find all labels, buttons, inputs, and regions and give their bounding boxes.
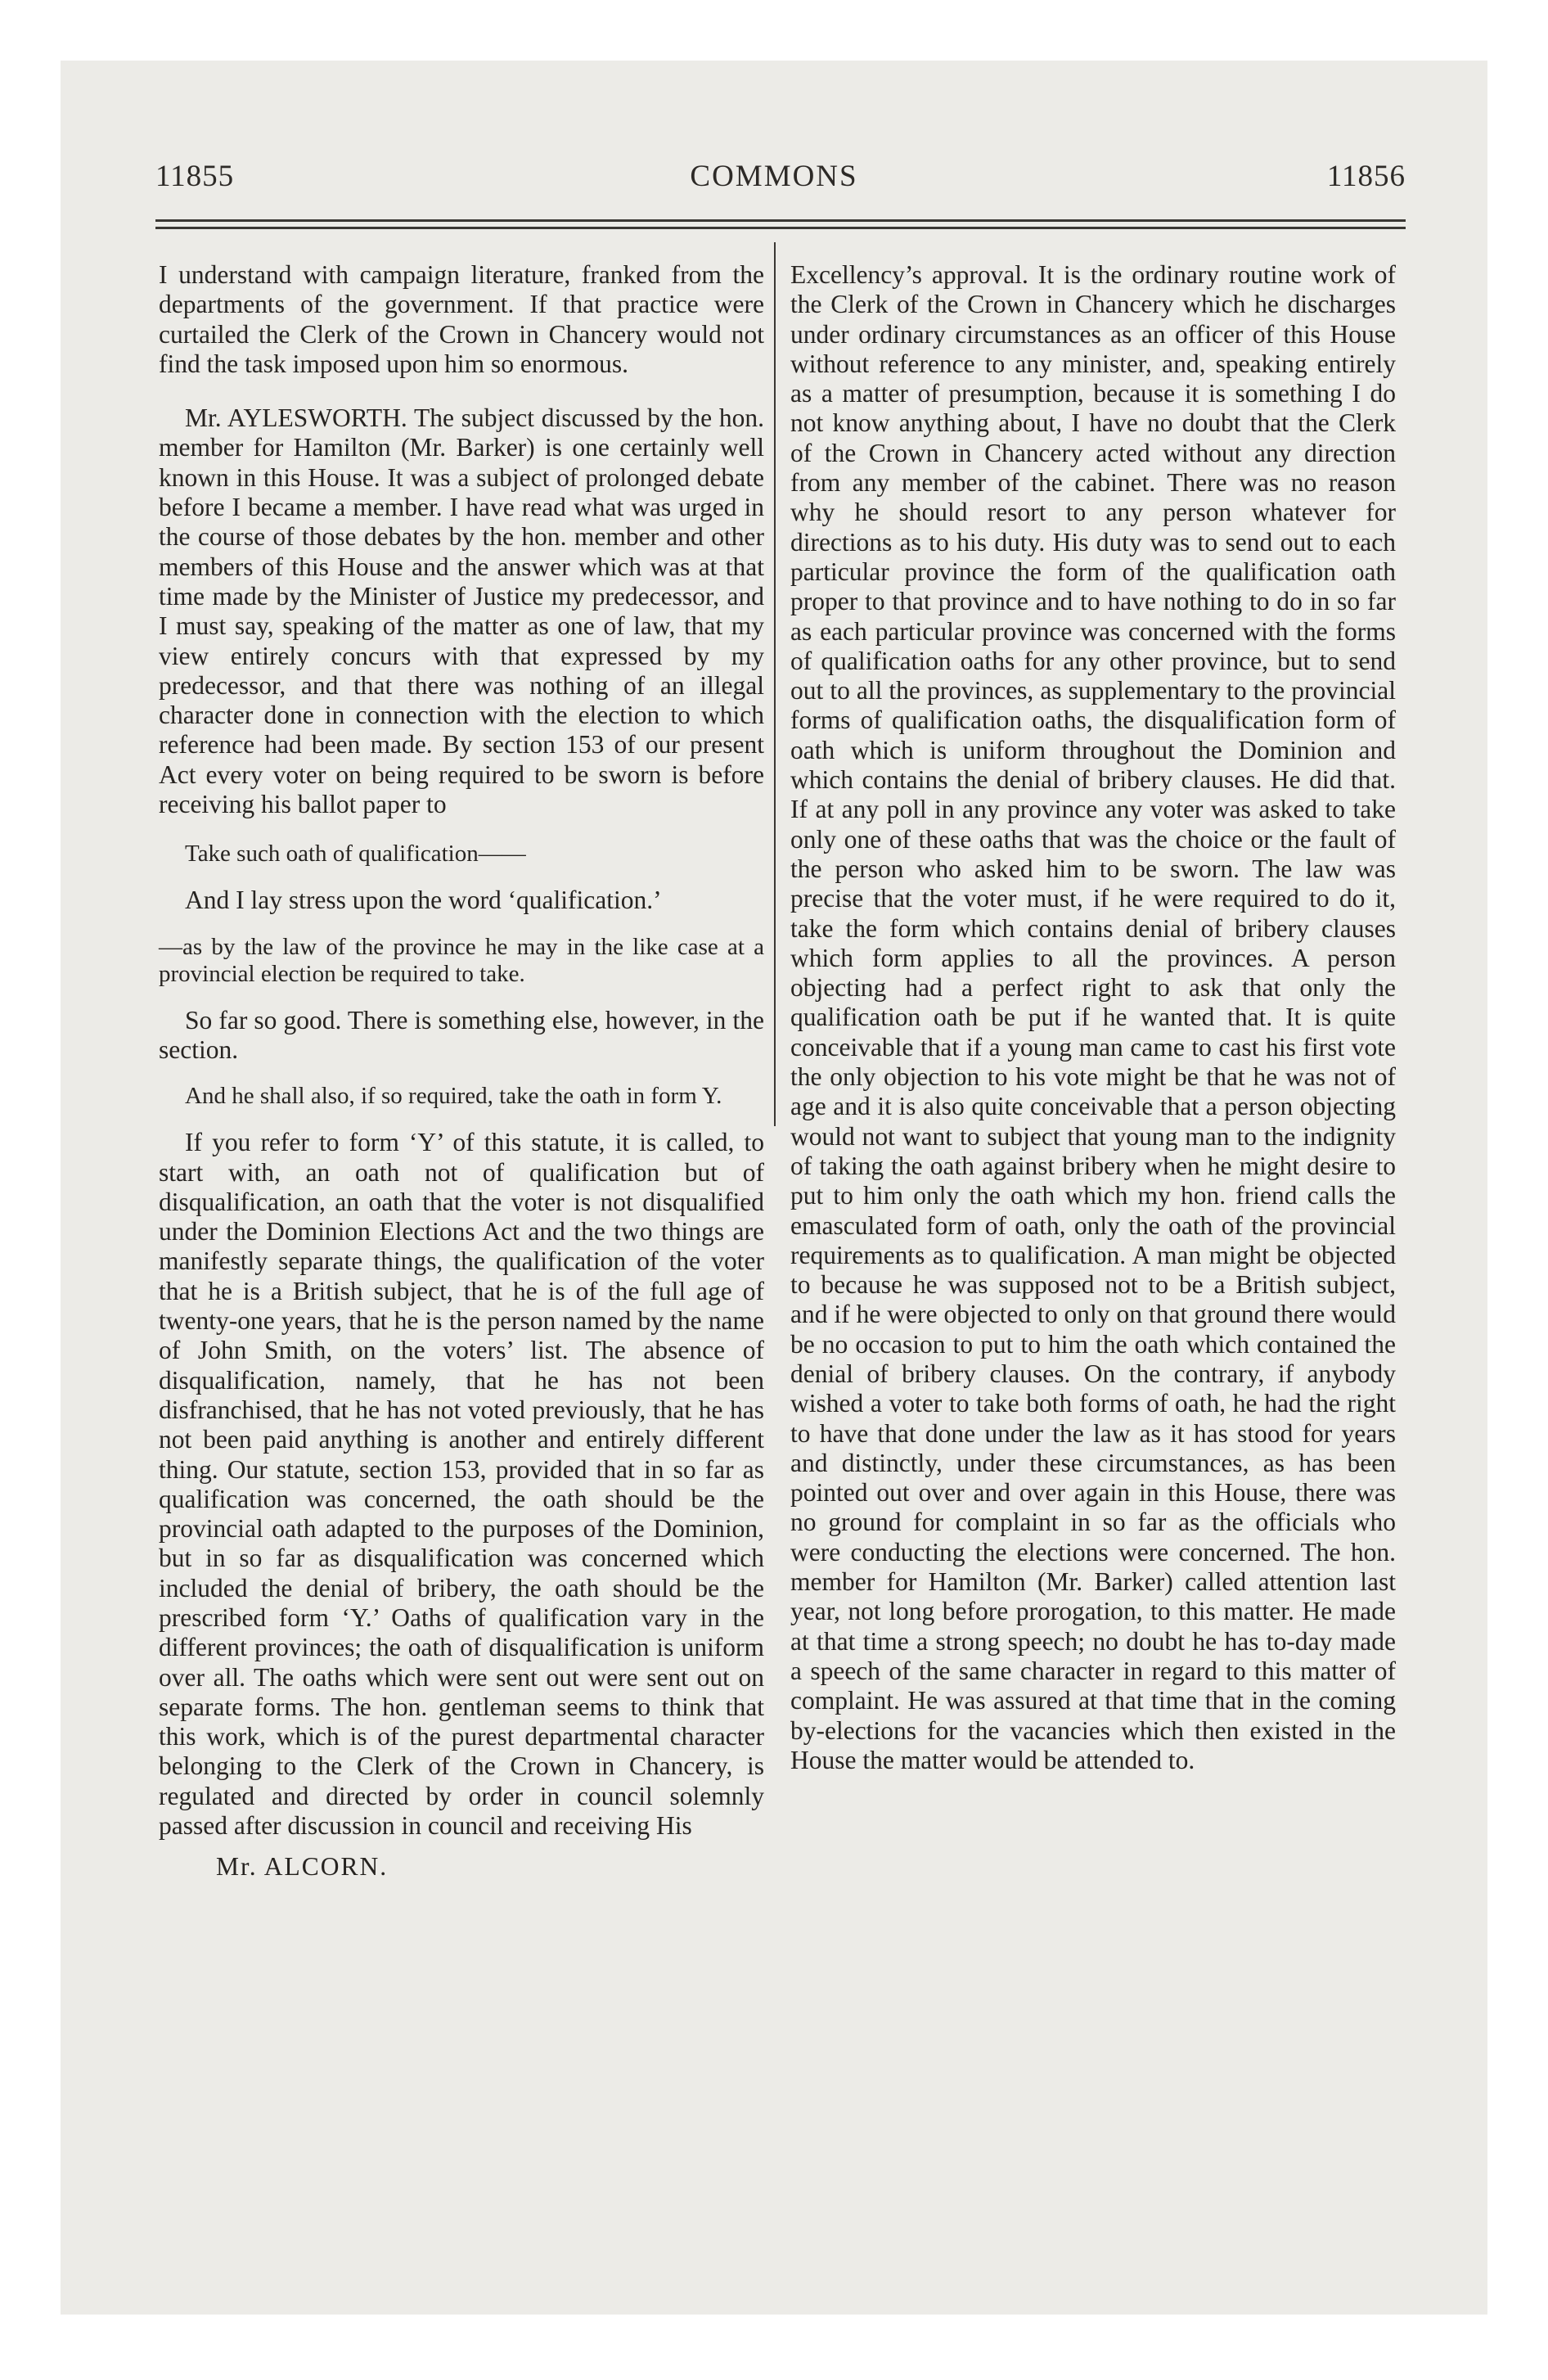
paragraph: I understand with campaign literature, franked from the departments of the government. If that practice were curtailed the Clerk of the Crown in Chancery would not find the task imposed upon him so enormous. bbox=[159, 260, 764, 378]
right-column bbox=[790, 260, 1396, 1775]
paragraph: Excellency’s approval. It is the ordinary routine work of the Clerk of the Crown in Chancery which he discharges under ordinary circumstances as an officer of this House without reference to any minister, and, speaking entirely as a matter of presumption, because it is something I do not know anything about, I have no doubt that the Clerk of the Crown in Chancery acted without any direction from any member of the cabinet. There was no reason why he should resort to any person whatever for directions as to his duty. His duty was to send out to each particular province the form of the qualification oath proper to that province and to have nothing to do in so far as each particular province was concerned with the forms of qualification oaths for any other province, but to send out to all the provinces, as supplementary to the provincial forms of qualification oaths, the disqualification form of oath which is uniform throughout the Dominion and which contains the denial of bribery clauses. He did that. If at any poll in any province any voter was asked to take only one of these oaths that was the choice or the fault of the person who asked him to be sworn. The law was precise that the voter must, if he were required to do it, take the form which contains denial of bribery clauses which form applies to all the provinces. A person objecting had a perfect right to ask that only the qualification oath be put if he wanted that. It is quite conceivable that if a young man came to cast his first vote the only objection to his vote might be that he was not of age and it is also quite conceivable that a person objecting would not want to subject that young man to the indignity of taking the oath against bribery when he might desire to put to him only the oath which my hon. friend calls the emasculated form of oath, only the oath of the provincial requirements as to qualification. A man might be objected to because he was supposed not to be a British subject, and if he were objected to only on that ground there would be no occasion to put to him the oath which contained the denial of bribery clauses. On the contrary, if anybody wished a voter to take both forms of oath, he had the right to have that done under the law as it has stood for years and distinctly, under these circumstances, as has been pointed out over and over again in this House, there was no ground for complaint in so far as the officials who were conducting the elections were concerned. The hon. member for Hamilton (Mr. Barker) called attention last year, not long before prorogation, to this matter. He made at that time a strong speech; no doubt he has to-day made a speech of the same character in regard to this matter of complaint. He was assured at that time that in the coming by-elections for the vacancies which then existed in the House the matter would be attended to. bbox=[790, 260, 1396, 1774]
running-title: COMMONS bbox=[690, 160, 858, 193]
header-rule-bottom bbox=[155, 227, 1406, 229]
paragraph: So far so good. There is something else, however, in the section. bbox=[159, 1005, 764, 1064]
quotation: Take such oath of qualification—— bbox=[185, 841, 526, 868]
speaker-signature: Mr. ALCORN. bbox=[216, 1852, 389, 1882]
quotation: And he shall also, if so required, take the oath in form Y. bbox=[185, 1083, 722, 1110]
left-column bbox=[159, 260, 764, 1882]
header-rule-top bbox=[155, 219, 1406, 222]
page-number-right: 11856 bbox=[1326, 160, 1406, 193]
paragraph: And I lay stress upon the word ‘qualification.’ bbox=[185, 886, 662, 915]
speech-aylesworth: Mr. AYLESWORTH. The subject discussed by the hon. member for Hamilton (Mr. Barker) is one certainly well known in this House. It was a subject of prolonged debate before I became a member. I have read what was urged in the course of those debates by the hon. member and other members of this House and the answer which was at that time made by the Minister of Justice my predecessor, and I must say, speaking of the matter as one of law, that my view entirely concurs with that expressed by my predecessor, and that there was nothing of an illegal character done in connection with the election to which reference had been made. By section 153 of our present Act every voter on being required to be sworn is before receiving his ballot paper to bbox=[159, 403, 764, 819]
quotation: —as by the law of the province he may in the like case at a provincial election be required to take. bbox=[159, 933, 764, 987]
page-number-left: 11855 bbox=[155, 160, 235, 193]
paragraph: If you refer to form ‘Y’ of this statute, it is called, to start with, an oath not of qualification but of disqualification, an oath that the voter is not disqualified under the Dominion Elections Act and the two things are manifestly separate things, the qualification of the voter that he is a British subject, that he is of the full age of twenty-one years, that he is the person named by the name of John Smith, on the voters’ list. The absence of disqualification, namely, that he has not been disfranchised, that he has not voted previously, that he has not been paid anything is another and entirely different thing. Our statute, section 153, provided that in so far as qualification was concerned, the oath should be the provincial oath adapted to the purposes of the Dominion, but in so far as disqualification was concerned which included the denial of bribery, the oath should be the prescribed form ‘Y.’ Oaths of qualification vary in the different provinces; the oath of disqualification is uniform over all. The oaths which were sent out were sent out on separate forms. The hon. gentleman seems to think that this work, which is of the purest departmental character belonging to the Clerk of the Crown in Chancery, is regulated and directed by order in council solemnly passed after discussion in council and receiving His bbox=[159, 1128, 764, 1841]
column-divider bbox=[774, 242, 776, 1126]
